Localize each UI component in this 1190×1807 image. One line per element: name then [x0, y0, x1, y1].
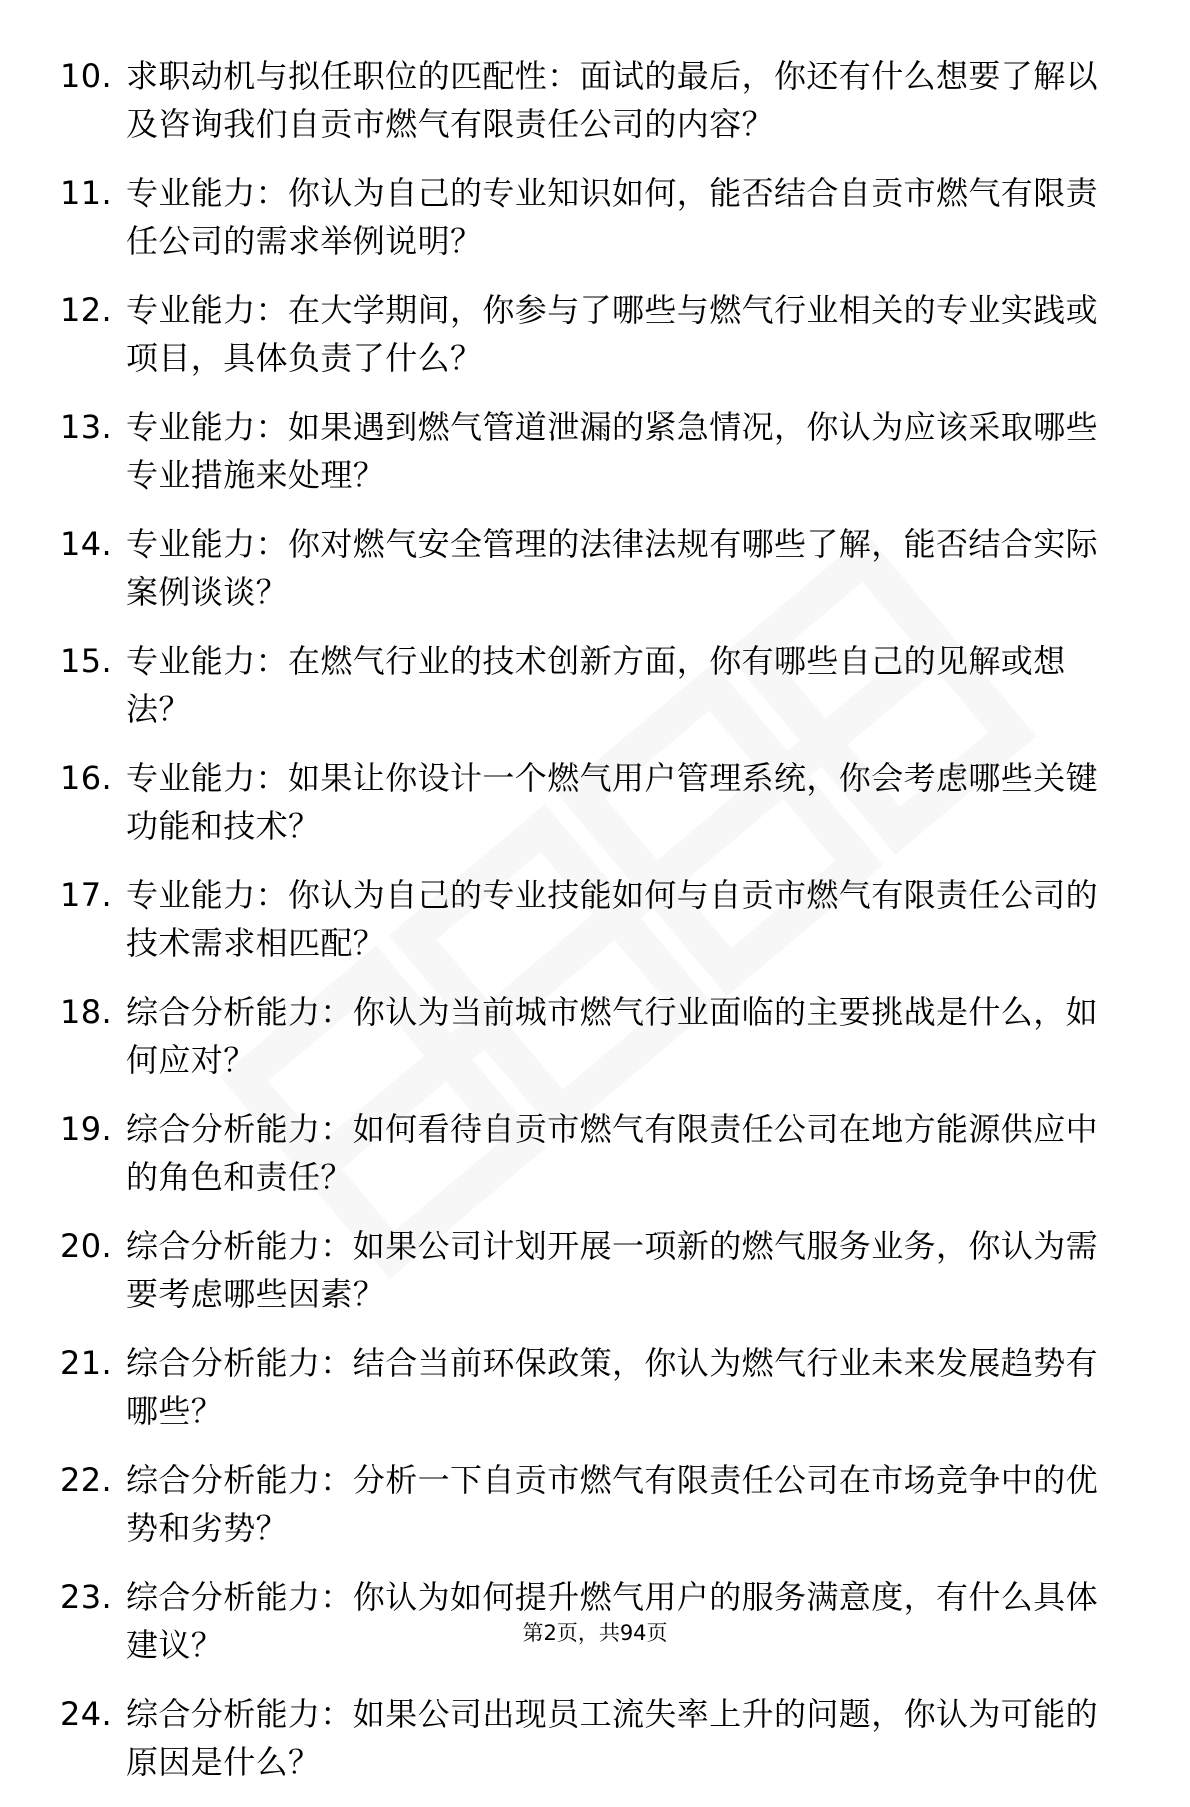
question-item	[60, 1690, 1120, 1786]
question-item	[60, 286, 1120, 382]
question-text: 专业能力：如果让你设计一个燃气用户管理系统，你会考虑哪些关键功能和技术？	[126, 759, 1099, 845]
question-text: 专业能力：你对燃气安全管理的法律法规有哪些了解，能否结合实际案例谈谈？	[126, 525, 1099, 611]
question-item	[60, 871, 1120, 967]
question-item	[60, 754, 1120, 850]
question-number: 16.	[60, 759, 113, 797]
question-text: 专业能力：如果遇到燃气管道泄漏的紧急情况，你认为应该采取哪些专业措施来处理？	[126, 408, 1099, 494]
question-item	[60, 1456, 1120, 1552]
question-item	[60, 52, 1120, 148]
question-number: 18.	[60, 993, 113, 1031]
question-number: 13.	[60, 408, 113, 446]
question-text: 求职动机与拟任职位的匹配性：面试的最后，你还有什么想要了解以及咨询我们自贡市燃气有限责任公司的内容？	[126, 57, 1099, 143]
question-number: 19.	[60, 1110, 113, 1148]
question-text: 综合分析能力：你认为如何提升燃气用户的服务满意度，有什么具体建议？	[126, 1578, 1099, 1664]
question-text: 专业能力：你认为自己的专业知识如何，能否结合自贡市燃气有限责任公司的需求举例说明？	[126, 174, 1099, 260]
question-item	[60, 637, 1120, 733]
question-text: 综合分析能力：如何看待自贡市燃气有限责任公司在地方能源供应中的角色和责任？	[126, 1110, 1099, 1196]
question-number: 21.	[60, 1344, 113, 1382]
question-text: 综合分析能力：结合当前环保政策，你认为燃气行业未来发展趋势有哪些？	[126, 1344, 1099, 1430]
question-number: 11.	[60, 174, 113, 212]
question-number: 24.	[60, 1695, 113, 1733]
question-text: 专业能力：在大学期间，你参与了哪些与燃气行业相关的专业实践或项目，具体负责了什么？	[126, 291, 1099, 377]
question-number: 10.	[60, 57, 113, 95]
question-item	[60, 169, 1120, 265]
question-text: 综合分析能力：如果公司计划开展一项新的燃气服务业务，你认为需要考虑哪些因素？	[126, 1227, 1099, 1313]
question-item	[60, 403, 1120, 499]
question-number: 17.	[60, 876, 113, 914]
question-number: 12.	[60, 291, 113, 329]
page-footer: 第2页，共94页	[522, 1621, 668, 1645]
question-text: 综合分析能力：分析一下自贡市燃气有限责任公司在市场竞争中的优势和劣势？	[126, 1461, 1099, 1547]
question-number: 23.	[60, 1578, 113, 1616]
question-list	[60, 52, 1120, 1807]
question-item	[60, 988, 1120, 1084]
question-number: 15.	[60, 642, 113, 680]
question-text: 综合分析能力：你认为当前城市燃气行业面临的主要挑战是什么，如何应对？	[126, 993, 1099, 1079]
question-text: 专业能力：你认为自己的专业技能如何与自贡市燃气有限责任公司的技术需求相匹配？	[126, 876, 1099, 962]
question-item	[60, 1222, 1120, 1318]
question-text: 专业能力：在燃气行业的技术创新方面，你有哪些自己的见解或想法？	[126, 642, 1066, 728]
question-number: 14.	[60, 525, 113, 563]
question-item	[60, 1105, 1120, 1201]
question-item	[60, 520, 1120, 616]
question-number: 22.	[60, 1461, 113, 1499]
question-text: 综合分析能力：如果公司出现员工流失率上升的问题，你认为可能的原因是什么？	[126, 1695, 1099, 1781]
question-number: 20.	[60, 1227, 113, 1265]
question-item	[60, 1339, 1120, 1435]
